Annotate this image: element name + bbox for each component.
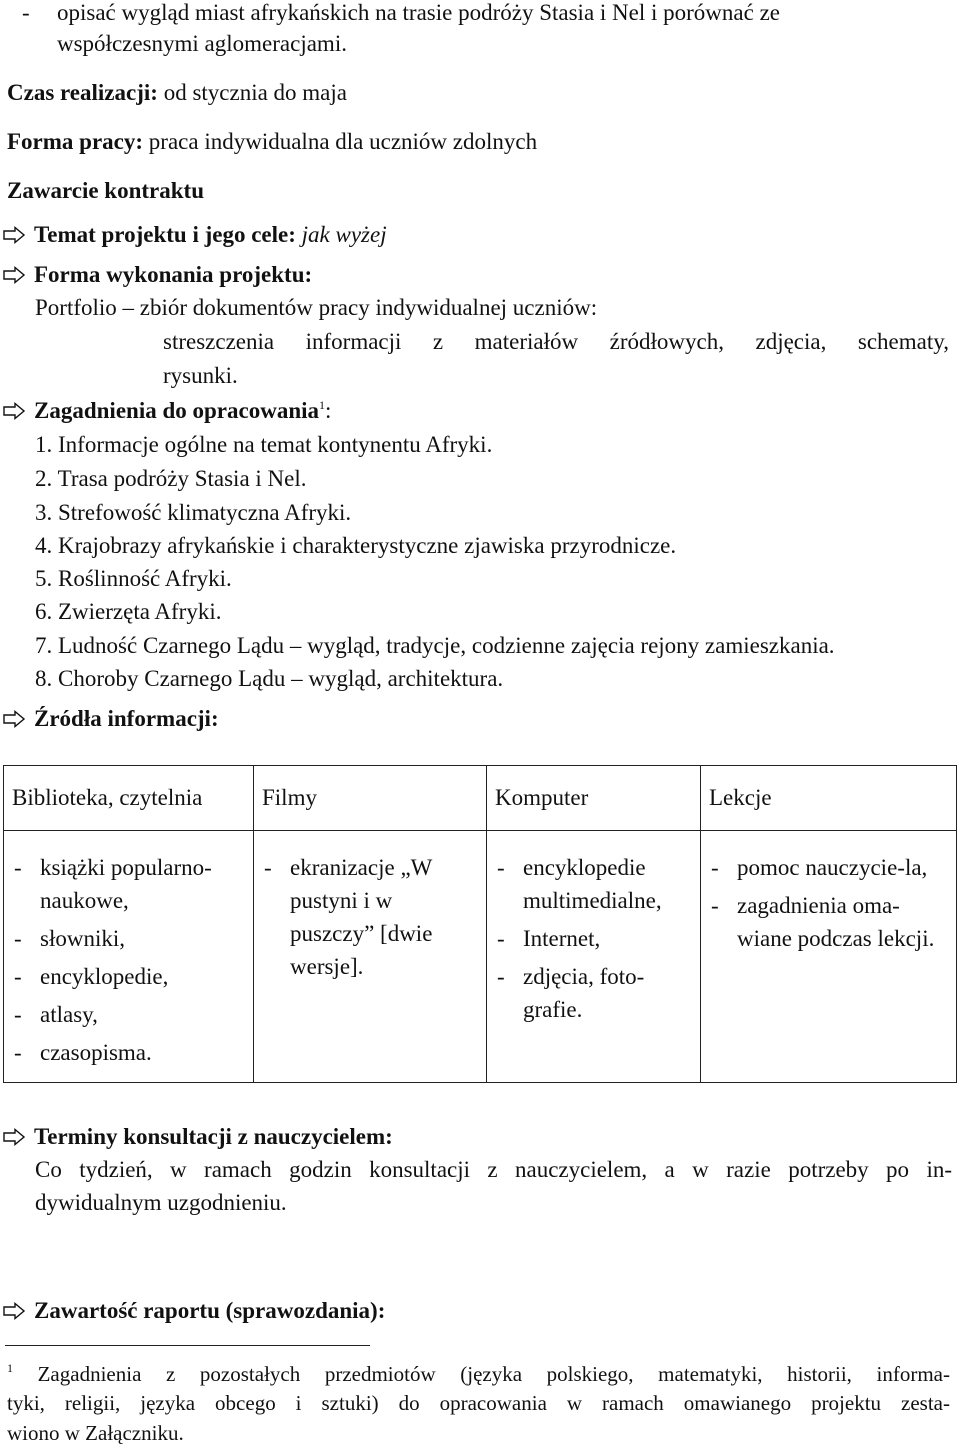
zagadnienia-item-1: 1. Informacje ogólne na temat kontynentu Afryki. [35,432,493,457]
intro-bullet-line1: opisać wygląd miast afrykańskich na trasie podróży Stasia i Nel i porównać ze [57,0,780,25]
footnote-mark: 1 [7,1361,13,1375]
temat-label: Temat projektu i jego cele: [34,222,296,247]
list-item: - ekranizacje „W pustyni i w puszczy” [dwie wersje]. [264,855,433,979]
zagadnienia-label: Zagadnienia do opracowania [34,398,319,423]
czas-label: Czas realizacji: [7,80,158,105]
footnote-divider [5,1345,370,1346]
zagadnienia-item-6: 6. Zwierzęta Afryki. [35,599,222,624]
terminy-label: Terminy konsultacji z nauczycielem: [34,1124,393,1149]
terminy-line2: dywidualnym uzgodnieniu. [35,1190,287,1215]
forma-wykonania-line2: streszczenia informacji z materiałów źródłowych, zdjęcia, schematy, [163,329,949,354]
czas-realizacji [7,80,347,106]
czas-value: od stycznia do maja [157,80,347,105]
zagadnienia-item-7: 7. Ludność Czarnego Lądu – wygląd, tradycje, codzienne zajęcia rejony zamieszkania. [35,633,835,658]
open-arrow-bullet-icon [2,402,26,420]
zawarcie-kontraktu: Zawarcie kontraktu [7,178,204,203]
footnote-line3: wiono w Załączniku. [7,1421,184,1445]
zagadnienia-colon: : [325,398,332,423]
table-header-cell: Filmy [254,766,487,831]
terminy-line1: Co tydzień, w ramach godzin konsultacji z nauczycielem, a w razie potrzeby po in- [35,1157,952,1182]
list-item: - zagadnienia oma-wiane podczas lekcji. [711,893,935,951]
open-arrow-bullet-icon [2,226,26,244]
list-item: - encyklopedie multimedialne, [497,855,662,913]
intro-bullet-line2: współczesnymi aglomeracjami. [57,31,347,56]
list-item: - pomoc nauczycie-la, [711,855,928,880]
table-cell-komputer [487,831,701,1083]
zrodla-label: Źródła informacji: [34,706,219,731]
footnote-reference: 1 [319,398,325,412]
table-header-cell: Komputer [487,766,701,831]
intro-bullet-dash: - [22,0,30,25]
table-cell-filmy [254,831,487,1083]
open-arrow-bullet-icon [2,710,26,728]
zagadnienia-item-8: 8. Choroby Czarnego Lądu – wygląd, architektura. [35,666,504,691]
list-item: - atlasy, [14,1002,98,1027]
footnote-line1 [7,1362,950,1387]
zagadnienia-heading [2,398,331,424]
zagadnienia-item-3: 3. Strefowość klimatyczna Afryki. [35,500,352,525]
forma-wykonania-line1: Portfolio – zbiór dokumentów pracy indywidualnej uczniów: [35,295,598,320]
list-item: - Internet, [497,926,601,951]
list-item: - zdjęcia, foto-grafie. [497,964,645,1022]
table-cell-biblioteka [4,831,254,1083]
zagadnienia-item-2: 2. Trasa podróży Stasia i Nel. [35,466,307,491]
terminy-heading [2,1124,393,1150]
raport-heading [2,1298,385,1324]
table-header-cell: Biblioteka, czytelnia [4,766,254,831]
temat-value: jak wyżej [295,222,387,247]
temat-projektu [2,222,387,248]
list-item: - encyklopedie, [14,964,169,989]
open-arrow-bullet-icon [2,1128,26,1146]
forma-pracy-value: praca indywidualna dla uczniów zdolnych [143,129,538,154]
zagadnienia-item-4: 4. Krajobrazy afrykańskie i charakterystyczne zjawiska przyrodnicze. [35,533,677,558]
table-header-cell: Lekcje [701,766,957,831]
table-row [4,831,957,1083]
open-arrow-bullet-icon [2,266,26,284]
zrodla-heading [2,706,219,732]
open-arrow-bullet-icon [2,1302,26,1320]
forma-pracy [7,129,537,155]
list-item: - słowniki, [14,926,125,951]
forma-wykonania-heading [2,262,312,288]
list-item: - czasopisma. [14,1040,152,1065]
raport-label: Zawartość raportu (sprawozdania): [34,1298,386,1323]
forma-wykonania-line3: rysunki. [163,363,238,388]
zagadnienia-item-5: 5. Roślinność Afryki. [35,566,232,591]
forma-pracy-label: Forma pracy: [7,129,144,154]
table-cell-lekcje [701,831,957,1083]
footnote-text-1: Zagadnienia z pozostałych przedmiotów (języka polskiego, matematyki, historii, informa- [13,1362,950,1386]
sources-table [3,765,957,1083]
footnote-line2: tyki, religii, języka obcego i sztuki) do opracowania w ramach omawianego projektu zesta- [7,1391,950,1415]
list-item: - książki popularno-naukowe, [14,855,212,913]
forma-wykonania-label: Forma wykonania projektu: [34,262,313,287]
table-header-row [4,766,957,831]
